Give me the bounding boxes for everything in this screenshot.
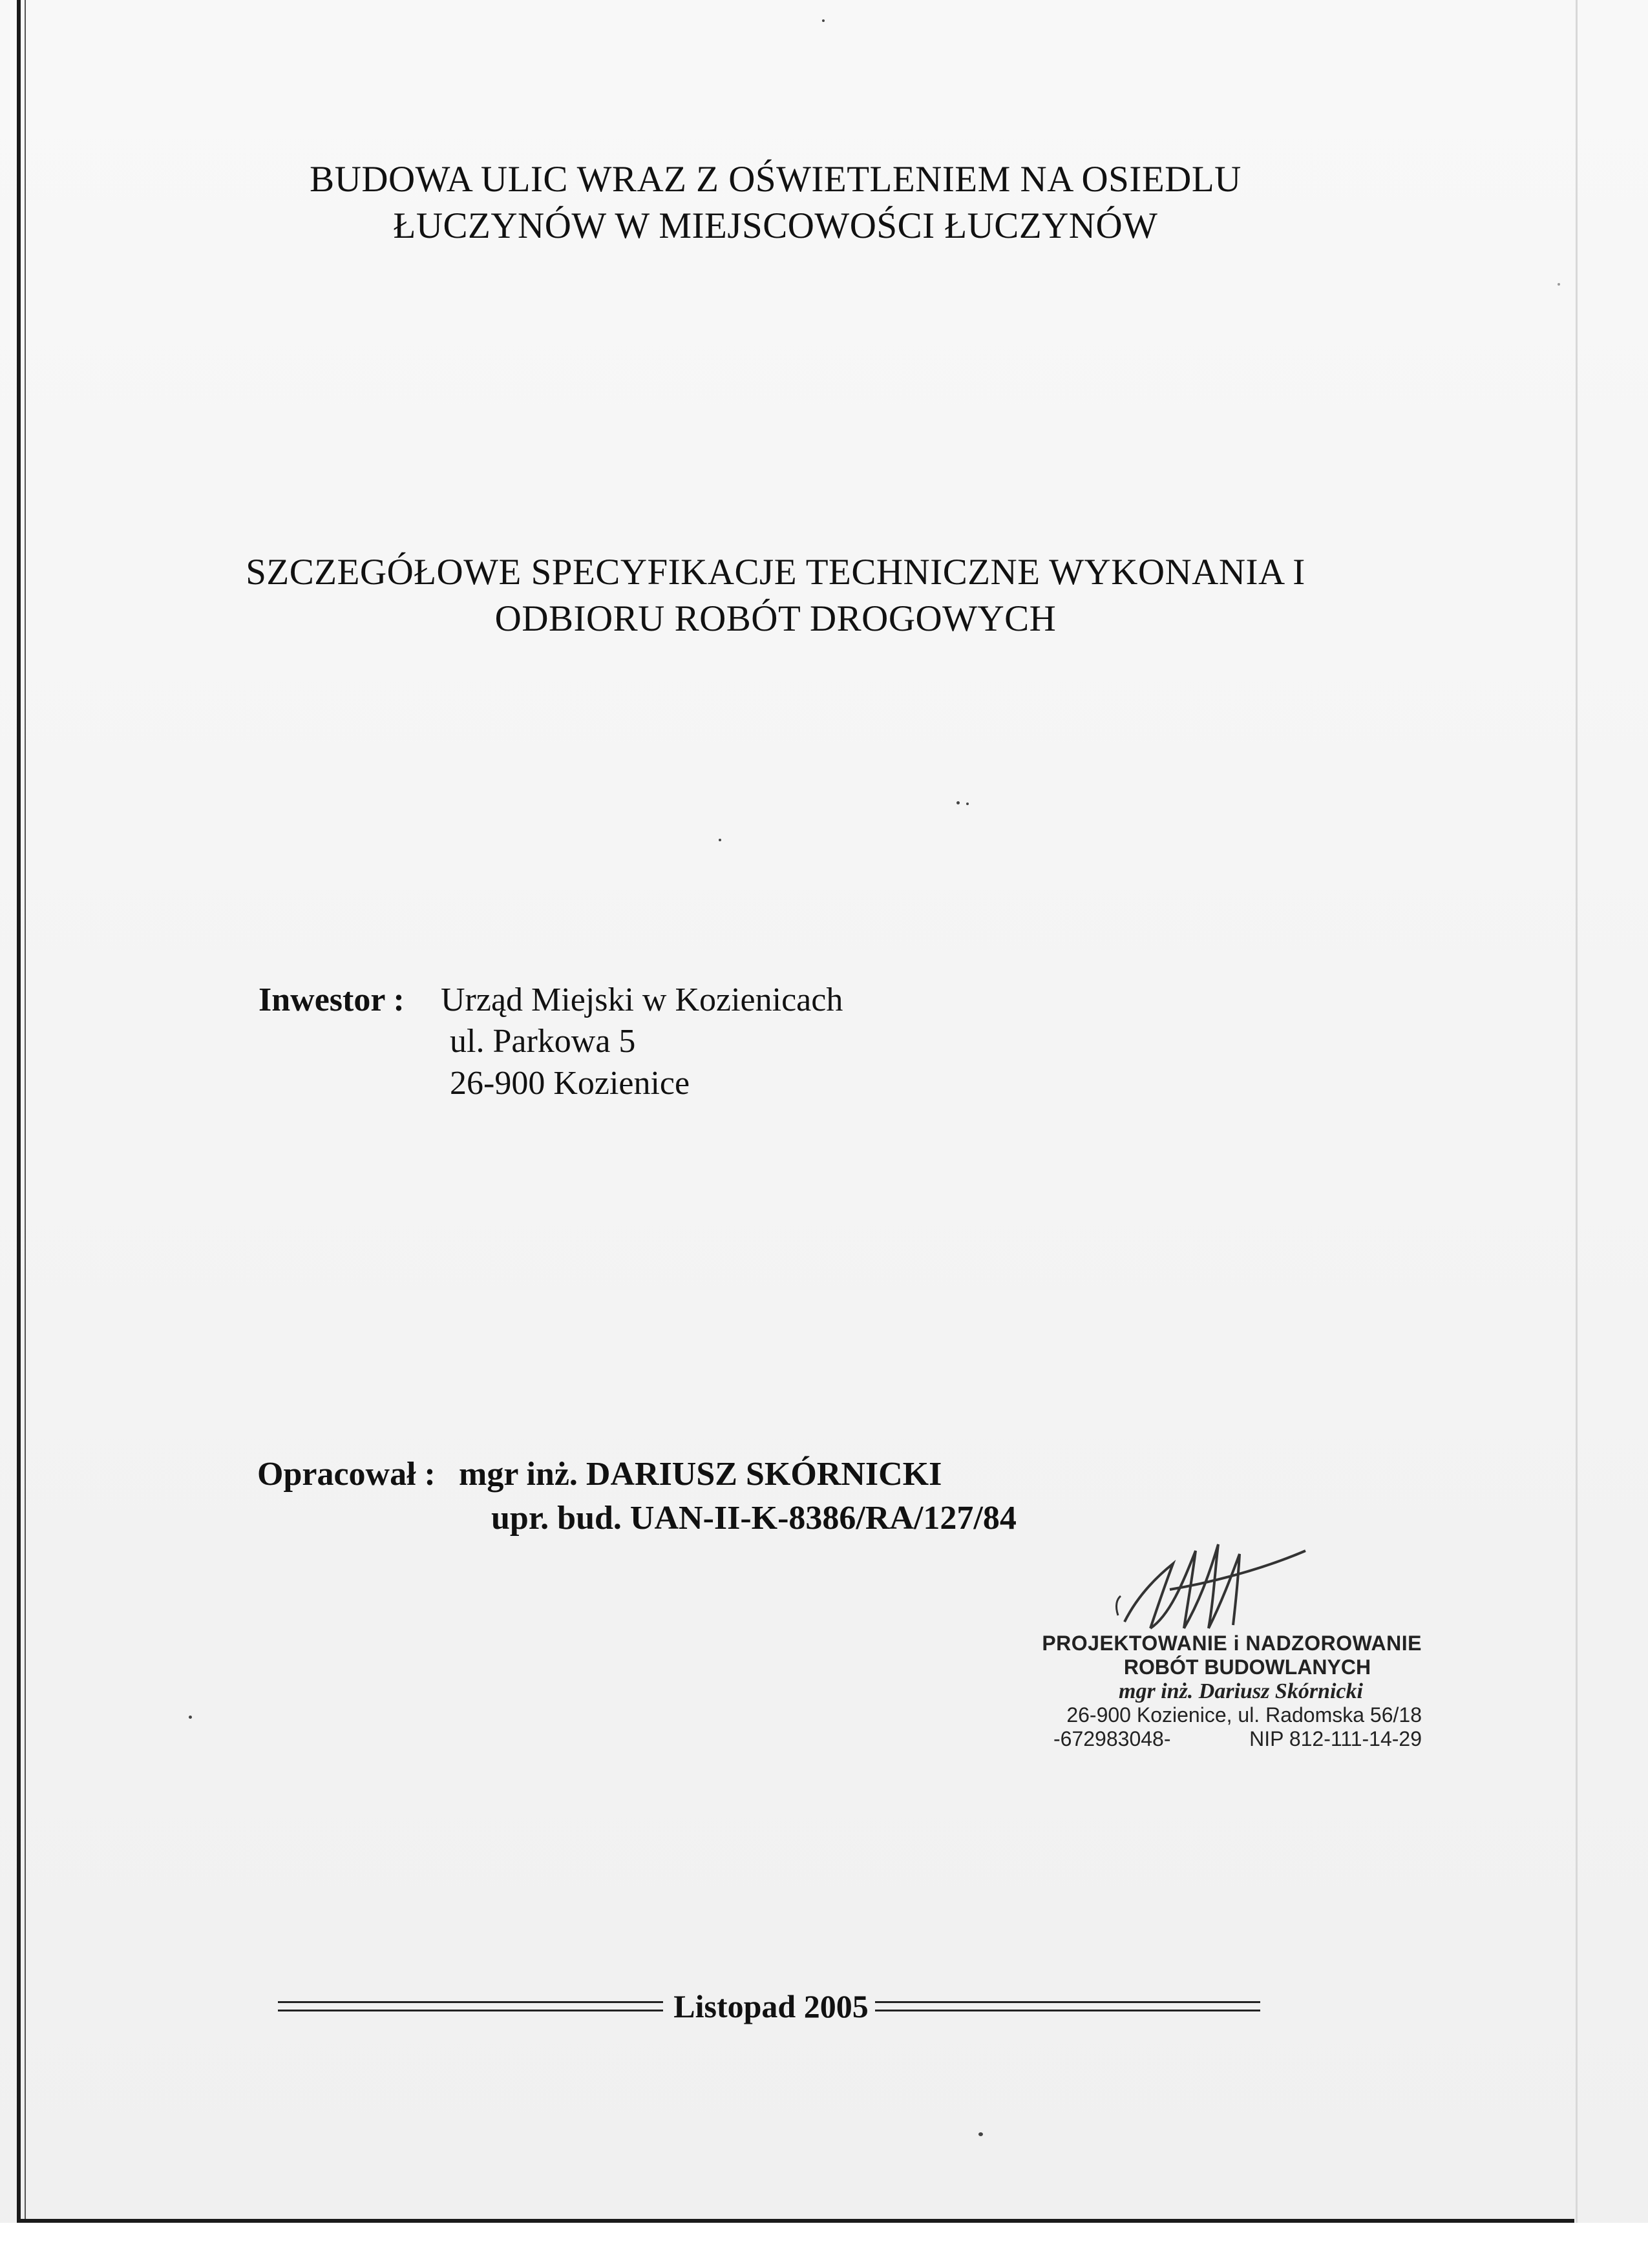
footer-date-line [278,1984,1260,2029]
footer-rule-right [875,2001,1260,2011]
investor-name: Urząd Miejski w Kozienicach [441,982,843,1018]
scan-speck [822,19,825,22]
specification-title [129,549,1422,642]
author-label: Opracował : [257,1456,436,1493]
investor-city: 26-900 Kozienice [450,1065,690,1102]
author-name: mgr inż. DARIUSZ SKÓRNICKI [459,1456,942,1493]
stamp-company-line-2: ROBÓT BUDOWLANYCH [1123,1655,1371,1679]
project-title-line-1: BUDOWA ULIC WRAZ Z OŚWIETLENIEM NA OSIEDLU [310,159,1241,200]
scan-speck [956,801,960,804]
project-title-line-2: ŁUCZYNÓW W MIEJSCOWOŚCI ŁUCZYNÓW [393,205,1158,246]
specification-title-line-1: SZCZEGÓŁOWE SPECYFIKACJE TECHNICZNE WYKONANIA I [246,552,1305,593]
scan-speck [1558,283,1560,286]
specification-title-line-2: ODBIORU ROBÓT DROGOWYCH [494,598,1057,639]
investor-street: ul. Parkowa 5 [450,1023,636,1060]
scan-right-edge [1576,0,1578,2223]
scan-speck [189,1716,192,1719]
company-stamp [1034,1632,1422,1751]
stamp-address: 26-900 Kozienice, ul. Radomska 56/18 [1066,1703,1422,1727]
stamp-phone: -672983048- [1053,1727,1171,1750]
stamp-company-line-1: PROJEKTOWANIE i NADZOROWANIE [1042,1632,1422,1655]
footer-date: Listopad 2005 [673,1988,869,2024]
scan-speck [966,803,969,805]
scan-bottom-margin [0,2223,1648,2268]
stamp-owner: mgr inż. Dariusz Skórnicki [1119,1679,1363,1703]
scan-speck [719,839,721,841]
project-title [129,156,1422,249]
scan-speck [978,2132,983,2136]
stamp-nip: NIP 812-111-14-29 [1249,1727,1422,1750]
scan-left-edge-line [25,0,26,2223]
stamp-contact [1034,1727,1422,1751]
footer-rule-left [278,2001,663,2011]
scan-left-edge [17,0,21,2223]
investor-label: Inwestor : [259,982,405,1018]
author-license: upr. bud. UAN-II-K-8386/RA/127/84 [491,1500,1017,1537]
